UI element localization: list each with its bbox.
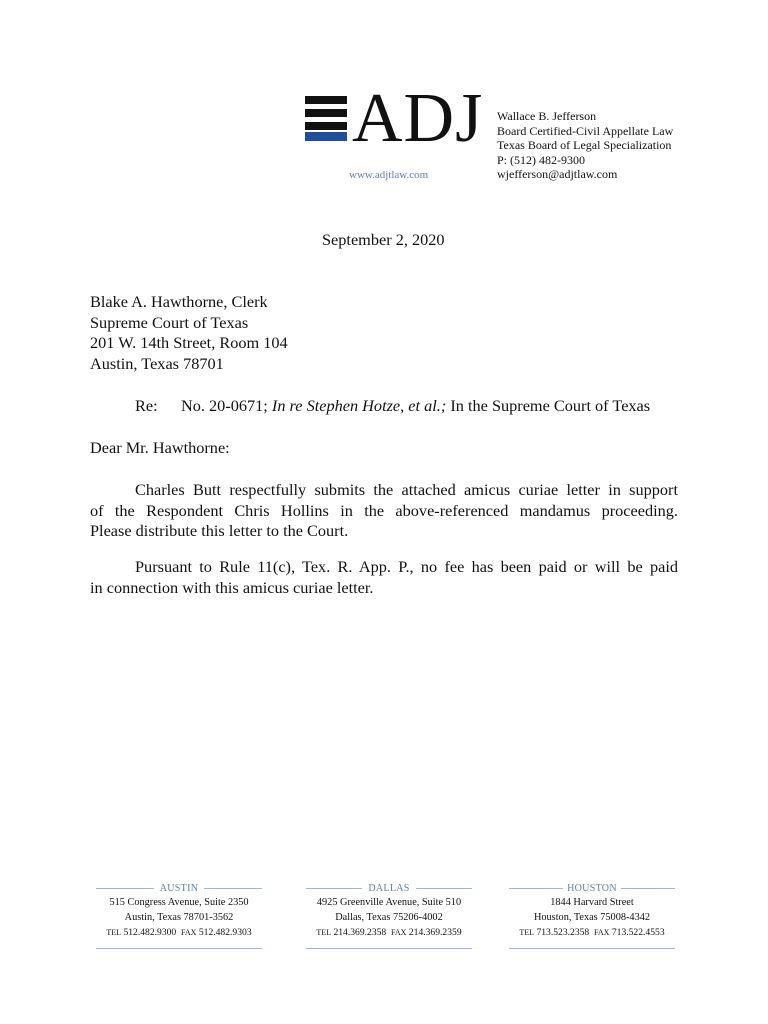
office-phone-fax: TEL 713.523.2358 FAX 713.522.4553 bbox=[519, 927, 665, 938]
office-city: DALLAS bbox=[365, 883, 412, 894]
address-line: 201 W. 14th Street, Room 104 bbox=[90, 333, 288, 353]
address-line: Blake A. Hawthorne, Clerk bbox=[90, 292, 268, 311]
paragraph-line: Pursuant to Rule 11(c), Tex. R. App. P., no fee has been paid or will be paid bbox=[135, 557, 678, 576]
attorney-phone: P: (512) 482-9300 bbox=[497, 152, 585, 167]
office-street: 1844 Harvard Street bbox=[550, 897, 634, 908]
paragraph-line: of the Respondent Chris Hollins in the above-referenced mandamus proceeding. bbox=[90, 500, 678, 520]
adj-logo-bars bbox=[305, 96, 347, 144]
paragraph-1 bbox=[90, 480, 678, 542]
salutation: Dear Mr. Hawthorne: bbox=[90, 438, 230, 457]
adj-logo-text: ADJ bbox=[352, 80, 484, 157]
address-line: Austin, Texas 78701 bbox=[90, 353, 224, 373]
re-case-number: No. 20-0671; bbox=[181, 396, 272, 415]
office-city: HOUSTON bbox=[564, 883, 620, 894]
re-label: Re: bbox=[135, 396, 158, 415]
office-street: 4925 Greenville Avenue, Suite 510 bbox=[316, 897, 462, 908]
attorney-name: Wallace B. Jefferson bbox=[497, 109, 597, 123]
paragraph-2 bbox=[90, 557, 678, 598]
office-city: AUSTIN bbox=[157, 883, 201, 894]
office-dallas bbox=[306, 881, 472, 949]
website-link[interactable]: www.adjtlaw.com bbox=[349, 169, 429, 181]
paragraph-line: in connection with this amicus curiae letter. bbox=[90, 577, 374, 597]
address-line: Supreme Court of Texas bbox=[90, 312, 249, 332]
attorney-board: Texas Board of Legal Specialization bbox=[497, 138, 672, 153]
attorney-contact-block bbox=[497, 109, 673, 182]
office-street: 515 Congress Avenue, Suite 2350 bbox=[109, 897, 249, 908]
office-city-line: Dallas, Texas 75206-4002 bbox=[335, 912, 443, 923]
recipient-address bbox=[90, 292, 288, 374]
office-houston bbox=[509, 881, 675, 949]
office-header bbox=[306, 881, 472, 895]
office-austin bbox=[96, 881, 262, 949]
office-phone-fax: TEL 214.369.2358 FAX 214.369.2359 bbox=[316, 927, 462, 938]
re-case-name: In re Stephen Hotze, et al.; bbox=[271, 396, 447, 415]
re-line bbox=[135, 396, 650, 417]
paragraph-line: Charles Butt respectfully submits the attached amicus curiae letter in support bbox=[135, 480, 678, 499]
attorney-certification: Board Certified-Civil Appellate Law bbox=[497, 123, 674, 138]
office-city-line: Austin, Texas 78701-3562 bbox=[124, 912, 234, 923]
office-phone-fax: TEL 512.482.9300 FAX 512.482.9303 bbox=[106, 927, 252, 938]
re-court: In the Supreme Court of Texas bbox=[446, 396, 651, 415]
attorney-email[interactable]: wjefferson@adjtlaw.com bbox=[497, 167, 618, 182]
office-city-line: Houston, Texas 75008-4342 bbox=[533, 912, 651, 923]
office-header bbox=[96, 881, 262, 895]
office-header bbox=[509, 881, 675, 895]
paragraph-line: Please distribute this letter to the Court. bbox=[90, 521, 349, 541]
letter-date: September 2, 2020 bbox=[322, 230, 445, 249]
